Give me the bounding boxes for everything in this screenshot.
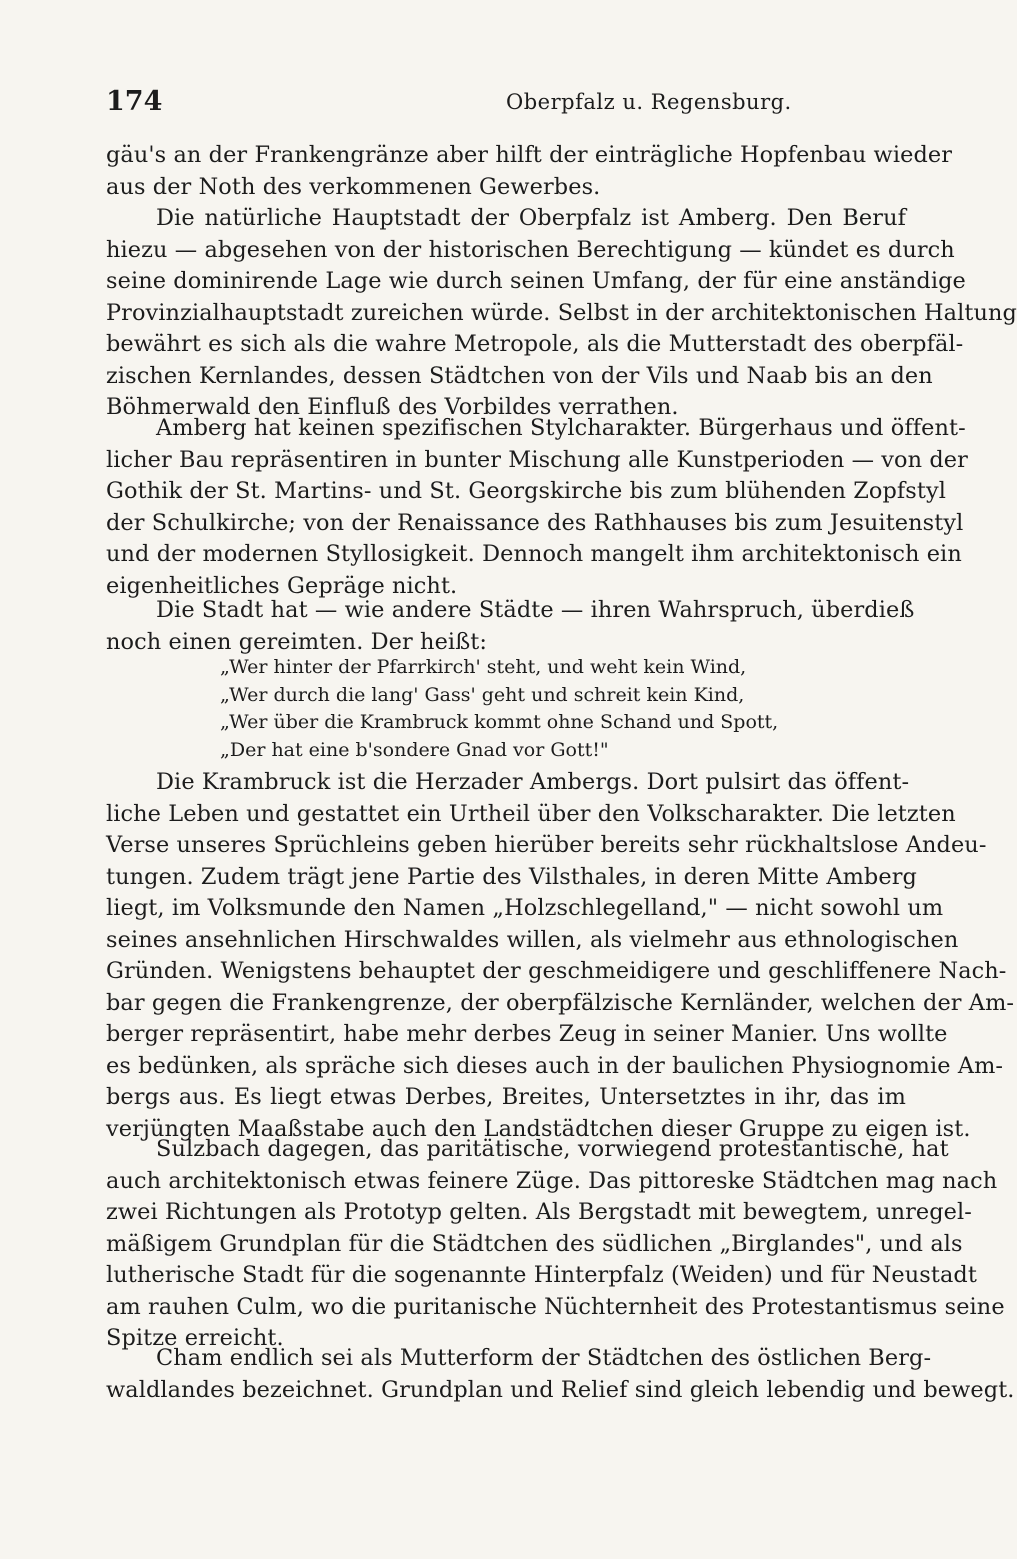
- text-line: Amberg hat keinen spezifischen Stylcharakter. Bürgerhaus und öffent-: [156, 415, 966, 441]
- text-line: zwei Richtungen als Prototyp gelten. Als Bergstadt mit bewegtem, unregel-: [106, 1199, 972, 1225]
- text-line: licher Bau repräsentiren in bunter Mischung alle Kunstperioden — von der: [106, 446, 968, 473]
- verse-line: „Wer hinter der Pfarrkirch' steht, und weht kein Wind,: [220, 656, 747, 678]
- page-number: 174: [106, 86, 163, 117]
- verse-line: „Wer über die Krambruck kommt ohne Schand und Spott,: [220, 711, 779, 733]
- text-line: es bedünken, als spräche sich dieses auch in der baulichen Physiognomie Am-: [106, 1052, 1004, 1079]
- text-line: Spitze erreicht.: [106, 1325, 284, 1351]
- text-line: lutherische Stadt für die sogenannte Hinterpfalz (Weiden) und für Neustadt: [106, 1262, 977, 1288]
- text-line: Verse unseres Sprüchleins geben hierüber bereits sehr rückhaltslose Andeu-: [106, 832, 987, 858]
- page-header: [106, 82, 906, 122]
- text-line: eigenheitliches Gepräge nicht.: [106, 572, 458, 599]
- paragraph-continuation: [106, 140, 953, 203]
- text-line: liche Leben und gestattet ein Urtheil über den Volkscharakter. Die letzten: [106, 800, 956, 827]
- text-line: auch architektonisch etwas feinere Züge. Das pittoreske Städtchen mag nach: [106, 1167, 998, 1194]
- paragraph-amberg-capital: [106, 203, 1017, 424]
- text-line: berger repräsentirt, habe mehr derbes Zeug in seiner Manier. Uns wollte: [106, 1021, 948, 1047]
- text-line: Gründen. Wenigstens behauptet der geschmeidigere und geschliffenere Nach-: [106, 958, 1007, 984]
- text-line: bewährt es sich als die wahre Metropole, als die Mutterstadt des oberpfäl-: [106, 331, 964, 357]
- text-line: noch einen gereimten. Der heißt:: [106, 628, 487, 655]
- text-line: Die Stadt hat — wie andere Städte — ihren Wahrspruch, überdieß: [156, 597, 915, 623]
- text-line: seines ansehnlichen Hirschwaldes willen, als vielmehr aus ethnologischen: [106, 926, 959, 953]
- text-line: hiezu — abgesehen von der historischen Berechtigung — kündet es durch: [106, 236, 955, 263]
- text-line: am rauhen Culm, wo die puritanische Nüchternheit des Protestantismus seine: [106, 1293, 1005, 1320]
- text-line: tungen. Zudem trägt jene Partie des Vilsthales, in deren Mitte Amberg: [106, 863, 917, 890]
- text-line: Böhmerwald den Einfluß des Vorbildes verrathen.: [106, 394, 679, 420]
- paragraph-amberg-style: [106, 413, 968, 602]
- text-line: Die natürliche Hauptstadt der Oberpfalz ist Amberg. Den Beruf: [156, 205, 906, 231]
- text-line: gäu's an der Frankengränze aber hilft der einträgliche Hopfenbau wieder: [106, 142, 953, 168]
- text-line: verjüngten Maaßstabe auch den Landstädtchen dieser Gruppe zu eigen ist.: [106, 1115, 971, 1142]
- text-line: Cham endlich sei als Mutterform der Städtchen des östlichen Berg-: [156, 1345, 932, 1371]
- paragraph-krambruck: [106, 767, 1015, 1145]
- text-line: aus der Noth des verkommenen Gewerbes.: [106, 173, 601, 200]
- text-line: liegt, im Volksmunde den Namen „Holzschlegelland," — nicht sowohl um: [106, 895, 944, 921]
- text-line: bergs aus. Es liegt etwas Derbes, Breites, Untersetztes in ihr, das im: [106, 1084, 906, 1110]
- paragraph-sulzbach: [106, 1134, 1005, 1355]
- text-line: der Schulkirche; von der Renaissance des Rathhauses bis zum Jesuitenstyl: [106, 509, 964, 536]
- paragraph-motto: [106, 595, 915, 658]
- paragraph-cham: [106, 1343, 1015, 1406]
- text-line: mäßigem Grundplan für die Städtchen des südlichen „Birglandes", und als: [106, 1230, 963, 1257]
- text-line: Sulzbach dagegen, das paritätische, vorwiegend protestantische, hat: [156, 1136, 949, 1162]
- text-line: Gothik der St. Martins- und St. Georgskirche bis zum blühenden Zopfstyl: [106, 478, 946, 504]
- text-line: zischen Kernlandes, dessen Städtchen von der Vils und Naab bis an den: [106, 362, 933, 389]
- text-line: waldlandes bezeichnet. Grundplan und Relief sind gleich lebendig und bewegt.: [106, 1376, 1015, 1403]
- text-line: Provinzialhauptstadt zureichen würde. Selbst in der architektonischen Haltung: [106, 299, 1017, 326]
- verse-block: [220, 654, 780, 764]
- text-line: bar gegen die Frankengrenze, der oberpfälzische Kernländer, welchen der Am-: [106, 989, 1015, 1016]
- verse-line: „Der hat eine b'sondere Gnad vor Gott!": [220, 738, 609, 761]
- text-line: Die Krambruck ist die Herzader Ambergs. Dort pulsirt das öffent-: [156, 769, 910, 795]
- verse-line: „Wer durch die lang' Gass' geht und schreit kein Kind,: [220, 683, 745, 706]
- text-line: seine dominirende Lage wie durch seinen Umfang, der für eine anständige: [106, 268, 966, 294]
- text-line: und der modernen Styllosigkeit. Dennoch mangelt ihm architektonisch ein: [106, 541, 962, 567]
- running-title: Oberpfalz u. Regensburg.: [506, 90, 792, 114]
